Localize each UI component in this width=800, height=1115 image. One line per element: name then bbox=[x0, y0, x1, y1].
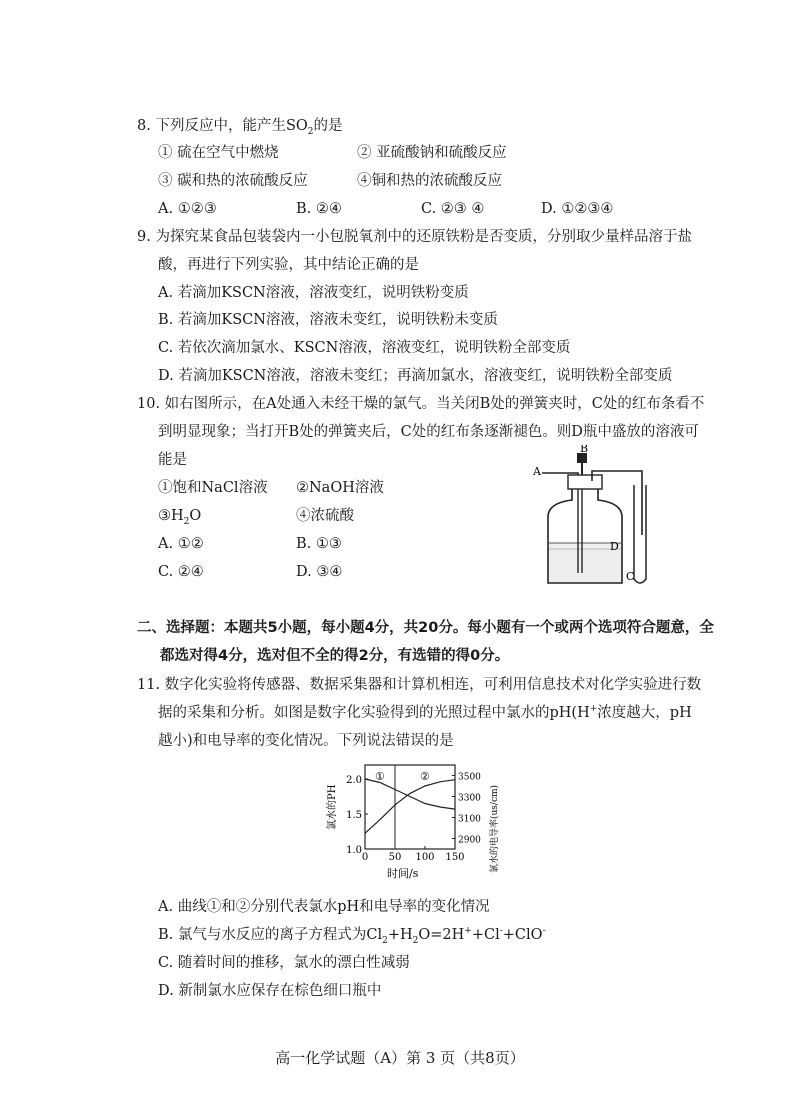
q10-stem-line1: 10. 如右图所示，在A处通入未经干燥的氯气。当关闭B处的弹簧夹时，C处的红布条看不 bbox=[137, 396, 705, 412]
x-tick-label: 100 bbox=[415, 852, 435, 863]
test-tube-c bbox=[634, 485, 646, 583]
q11-opt-c: C. 随着时间的推移，氯水的漂白性减弱 bbox=[158, 955, 410, 971]
y-left-tick-label: 1.5 bbox=[346, 810, 362, 821]
q10-choice-b: B. ①③ bbox=[296, 536, 342, 552]
q11-opt-b-sup3: - bbox=[542, 926, 546, 937]
label-b: B bbox=[580, 445, 589, 455]
x-tick-label: 0 bbox=[361, 852, 369, 863]
q8-opt3: ③ 碳和热的浓硫酸反应 bbox=[158, 173, 308, 189]
q8-opt2: ② 亚硫酸钠和硫酸反应 bbox=[357, 145, 507, 161]
q11-opt-b-b: +H bbox=[387, 927, 413, 943]
q11-stem-line1: 11. 数字化实验将传感器、数据采集器和计算机相连，可利用信息技术对化学实验进行数 bbox=[137, 677, 702, 693]
q10-stem-line2: 到明显现象；当打开B处的弹簧夹后，C处的红布条逐渐褪色。则D瓶中盛放的溶液可 bbox=[158, 424, 699, 440]
q10-opt4: ④浓硫酸 bbox=[296, 508, 354, 524]
q8-opt1: ① 硫在空气中燃烧 bbox=[158, 145, 279, 161]
section2-line2: 都选对得4分，选对但不全的得2分，有选错的得0分。 bbox=[160, 648, 510, 664]
q10-opt3-b: O bbox=[189, 508, 202, 524]
label-a: A bbox=[533, 465, 541, 478]
y-right-tick-label: 3100 bbox=[458, 814, 481, 825]
ph-conductivity-chart bbox=[325, 755, 505, 885]
y-right-label: 氯水的电导率(us/cm) bbox=[490, 784, 500, 873]
q11-opt-b-sup1: + bbox=[464, 926, 472, 937]
stopper bbox=[568, 475, 602, 489]
y-left-tick-label: 1.0 bbox=[346, 845, 362, 856]
q9-stem-line2: 酸，再进行下列实验，其中结论正确的是 bbox=[158, 257, 419, 273]
q8-stem bbox=[137, 116, 343, 136]
q9-opt-d: D. 若滴加KSCN溶液，溶液未变红；再滴加氯水，溶液变红，说明铁粉全部变质 bbox=[158, 368, 673, 384]
y-left-tick-label: 2.0 bbox=[346, 775, 362, 786]
q11-stem-line3: 越小)和电导率的变化情况。下列说法错误的是 bbox=[158, 733, 454, 749]
q10-choice-a: A. ①② bbox=[158, 536, 204, 552]
q10-choice-d: D. ③④ bbox=[296, 564, 343, 580]
q11-opt-b bbox=[158, 925, 546, 945]
q11-opt-a: A. 曲线①和②分别代表氯水pH和电导率的变化情况 bbox=[158, 899, 490, 915]
q11-opt-b-d: +Cl bbox=[471, 927, 500, 943]
q10-stem-line3: 能是 bbox=[158, 452, 187, 468]
gas-washing-apparatus bbox=[530, 445, 670, 590]
q10-opt3-sub: 2 bbox=[183, 516, 190, 527]
q8-stem-sub: 2 bbox=[307, 126, 314, 137]
chart-series bbox=[365, 779, 455, 833]
q9-opt-c: C. 若依次滴加氯水、KSCN溶液，溶液变红，说明铁粉全部变质 bbox=[158, 340, 571, 356]
q8-choice-a: A. ①②③ bbox=[158, 201, 217, 217]
y-right-tick-label: 3500 bbox=[458, 772, 481, 783]
region-label-2: ② bbox=[420, 770, 430, 783]
region-label-1: ① bbox=[375, 770, 385, 783]
q8-opt4: ④铜和热的浓硫酸反应 bbox=[357, 173, 502, 189]
q11-stem-line2 bbox=[158, 703, 692, 723]
q11-opt-b-sup2: - bbox=[499, 926, 503, 937]
q11-opt-b-sub2: 2 bbox=[412, 935, 419, 946]
q11-opt-b-a: B. 氯气与水反应的离子方程式为Cl bbox=[158, 927, 383, 943]
q10-opt3-a: ③H bbox=[158, 508, 184, 524]
y-right-tick-label: 2900 bbox=[458, 835, 481, 846]
y-right-tick-label: 3300 bbox=[458, 793, 481, 804]
label-d: D bbox=[610, 540, 619, 553]
q11-opt-b-c: O=2H bbox=[418, 927, 465, 943]
q10-opt3 bbox=[158, 506, 201, 526]
q8-choice-c: C. ②③ ④ bbox=[421, 201, 485, 217]
page-footer: 高一化学试题（A）第 3 页（共8页） bbox=[275, 1049, 525, 1067]
q8-choice-b: B. ②④ bbox=[296, 201, 342, 217]
x-axis-label: 时间/s bbox=[387, 867, 419, 880]
y-left-label: 氯水的PH bbox=[327, 784, 338, 830]
q8-stem-b: 的是 bbox=[313, 118, 343, 134]
x-tick-label: 50 bbox=[388, 852, 402, 863]
q9-opt-b: B. 若滴加KSCN溶液，溶液未变红，说明铁粉未变质 bbox=[158, 312, 498, 328]
q8-stem-a: 8. 下列反应中，能产生SO bbox=[137, 118, 308, 134]
q11-stem-line2-b: 浓度越大，pH bbox=[597, 705, 692, 721]
q10-opt2: ②NaOH溶液 bbox=[296, 480, 384, 496]
q11-stem-line2-sup: + bbox=[589, 704, 598, 715]
section2-line1: 二、选择题：本题共5小题，每小题4分，共20分。每小题有一个或两个选项符合题意，全 bbox=[137, 620, 714, 636]
x-tick-label: 150 bbox=[445, 852, 465, 863]
label-c: C bbox=[626, 570, 635, 583]
q8-choice-d: D. ①②③④ bbox=[541, 201, 614, 217]
q9-stem-line1: 9. 为探究某食品包装袋内一小包脱氧剂中的还原铁粉是否变质，分别取少量样品溶于盐 bbox=[137, 229, 692, 245]
q11-opt-b-sub1: 2 bbox=[382, 935, 388, 946]
q10-opt1: ①饱和NaCl溶液 bbox=[158, 480, 268, 496]
q11-stem-line2-a: 据的采集和分析。如图是数字化实验得到的光照过程中氯水的pH(H bbox=[158, 705, 590, 721]
q11-opt-b-e: +ClO bbox=[502, 927, 543, 943]
series-line-conductivity bbox=[365, 780, 455, 834]
q11-opt-d: D. 新制氯水应保存在棕色细口瓶中 bbox=[158, 983, 382, 999]
q9-opt-a: A. 若滴加KSCN溶液，溶液变红，说明铁粉变质 bbox=[158, 285, 469, 301]
q10-choice-c: C. ②④ bbox=[158, 564, 204, 580]
